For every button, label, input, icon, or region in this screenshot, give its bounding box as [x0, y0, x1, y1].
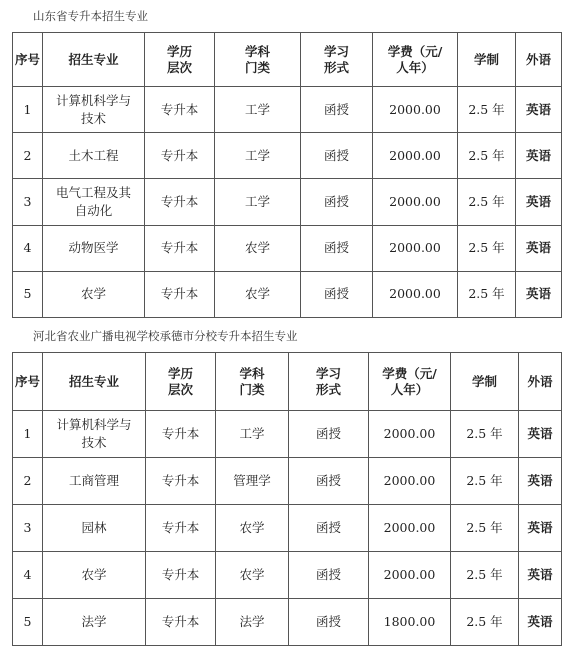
study-form-cell: 函授 — [289, 599, 369, 646]
category-cell: 农学 — [216, 552, 289, 599]
major-cell: 园林 — [43, 505, 146, 552]
duration-cell: 2.5 年 — [451, 552, 519, 599]
table-row — [13, 179, 562, 225]
major-cell: 法学 — [43, 599, 146, 646]
col-study-form-header: 学习形式 — [301, 33, 373, 87]
category-cell: 工学 — [215, 133, 301, 179]
language-cell: 英语 — [519, 505, 562, 552]
category-cell: 工学 — [215, 87, 301, 133]
major-cell: 农学 — [43, 271, 145, 317]
study-form-cell: 函授 — [301, 271, 373, 317]
table-row — [13, 225, 562, 271]
language-cell: 英语 — [519, 552, 562, 599]
study-form-cell: 函授 — [289, 411, 369, 458]
index-cell: 3 — [13, 179, 43, 225]
col-category-header: 学科门类 — [215, 33, 301, 87]
level-cell: 专升本 — [145, 179, 215, 225]
tuition-cell: 1800.00 — [369, 599, 451, 646]
category-cell: 工学 — [216, 411, 289, 458]
category-cell: 法学 — [216, 599, 289, 646]
col-language-header: 外语 — [519, 353, 562, 411]
table-row — [13, 505, 562, 552]
index-cell: 2 — [13, 133, 43, 179]
level-cell: 专升本 — [145, 87, 215, 133]
study-form-cell: 函授 — [289, 458, 369, 505]
duration-cell: 2.5 年 — [451, 411, 519, 458]
duration-cell: 2.5 年 — [451, 458, 519, 505]
table-row — [13, 411, 562, 458]
category-cell: 管理学 — [216, 458, 289, 505]
table2-caption: 河北省农业广播电视学校承德市分校专升本招生专业 — [33, 329, 298, 343]
study-form-cell: 函授 — [289, 505, 369, 552]
language-cell: 英语 — [519, 599, 562, 646]
study-form-cell: 函授 — [301, 225, 373, 271]
tuition-cell: 2000.00 — [373, 133, 458, 179]
table1-header-row — [13, 33, 562, 87]
language-cell: 英语 — [516, 179, 562, 225]
tuition-cell: 2000.00 — [373, 271, 458, 317]
index-cell: 4 — [13, 552, 43, 599]
language-cell: 英语 — [519, 458, 562, 505]
duration-cell: 2.5 年 — [458, 87, 516, 133]
table2 — [12, 352, 562, 646]
col-level-header: 学历层次 — [146, 353, 216, 411]
table1-body — [13, 87, 562, 318]
major-cell: 电气工程及其自动化 — [43, 179, 145, 225]
index-cell: 1 — [13, 87, 43, 133]
tuition-cell: 2000.00 — [373, 225, 458, 271]
duration-cell: 2.5 年 — [458, 133, 516, 179]
col-language-header: 外语 — [516, 33, 562, 87]
level-cell: 专升本 — [145, 225, 215, 271]
language-cell: 英语 — [516, 271, 562, 317]
major-cell: 计算机科学与技术 — [43, 411, 146, 458]
duration-cell: 2.5 年 — [458, 271, 516, 317]
language-cell: 英语 — [516, 225, 562, 271]
tuition-cell: 2000.00 — [369, 411, 451, 458]
level-cell: 专升本 — [146, 552, 216, 599]
table-row — [13, 271, 562, 317]
tuition-cell: 2000.00 — [373, 87, 458, 133]
study-form-cell: 函授 — [301, 179, 373, 225]
col-level-header: 学历层次 — [145, 33, 215, 87]
level-cell: 专升本 — [145, 271, 215, 317]
major-cell: 农学 — [43, 552, 146, 599]
category-cell: 工学 — [215, 179, 301, 225]
index-cell: 5 — [13, 271, 43, 317]
table-row — [13, 599, 562, 646]
category-cell: 农学 — [216, 505, 289, 552]
index-cell: 1 — [13, 411, 43, 458]
major-cell: 计算机科学与技术 — [43, 87, 145, 133]
index-cell: 2 — [13, 458, 43, 505]
col-duration-header: 学制 — [451, 353, 519, 411]
major-cell: 动物医学 — [43, 225, 145, 271]
index-cell: 5 — [13, 599, 43, 646]
table-row — [13, 552, 562, 599]
col-study-form-header: 学习形式 — [289, 353, 369, 411]
col-index-header: 序号 — [13, 353, 43, 411]
language-cell: 英语 — [519, 411, 562, 458]
tuition-cell: 2000.00 — [369, 458, 451, 505]
col-category-header: 学科门类 — [216, 353, 289, 411]
table2-header-row — [13, 353, 562, 411]
tuition-cell: 2000.00 — [373, 179, 458, 225]
study-form-cell: 函授 — [301, 87, 373, 133]
table1 — [12, 32, 562, 318]
category-cell: 农学 — [215, 271, 301, 317]
level-cell: 专升本 — [145, 133, 215, 179]
duration-cell: 2.5 年 — [458, 225, 516, 271]
major-cell: 土木工程 — [43, 133, 145, 179]
major-cell: 工商管理 — [43, 458, 146, 505]
table2-body — [13, 411, 562, 646]
col-duration-header: 学制 — [458, 33, 516, 87]
duration-cell: 2.5 年 — [458, 179, 516, 225]
duration-cell: 2.5 年 — [451, 599, 519, 646]
category-cell: 农学 — [215, 225, 301, 271]
study-form-cell: 函授 — [289, 552, 369, 599]
level-cell: 专升本 — [146, 411, 216, 458]
language-cell: 英语 — [516, 87, 562, 133]
table-row — [13, 458, 562, 505]
tuition-cell: 2000.00 — [369, 552, 451, 599]
index-cell: 4 — [13, 225, 43, 271]
level-cell: 专升本 — [146, 505, 216, 552]
col-tuition-header: 学费（元/人年） — [369, 353, 451, 411]
col-major-header: 招生专业 — [43, 353, 146, 411]
table-row — [13, 87, 562, 133]
table-row — [13, 133, 562, 179]
index-cell: 3 — [13, 505, 43, 552]
level-cell: 专升本 — [146, 458, 216, 505]
table1-caption: 山东省专升本招生专业 — [33, 9, 148, 23]
tuition-cell: 2000.00 — [369, 505, 451, 552]
col-tuition-header: 学费（元/人年） — [373, 33, 458, 87]
level-cell: 专升本 — [146, 599, 216, 646]
col-major-header: 招生专业 — [43, 33, 145, 87]
study-form-cell: 函授 — [301, 133, 373, 179]
duration-cell: 2.5 年 — [451, 505, 519, 552]
language-cell: 英语 — [516, 133, 562, 179]
col-index-header: 序号 — [13, 33, 43, 87]
